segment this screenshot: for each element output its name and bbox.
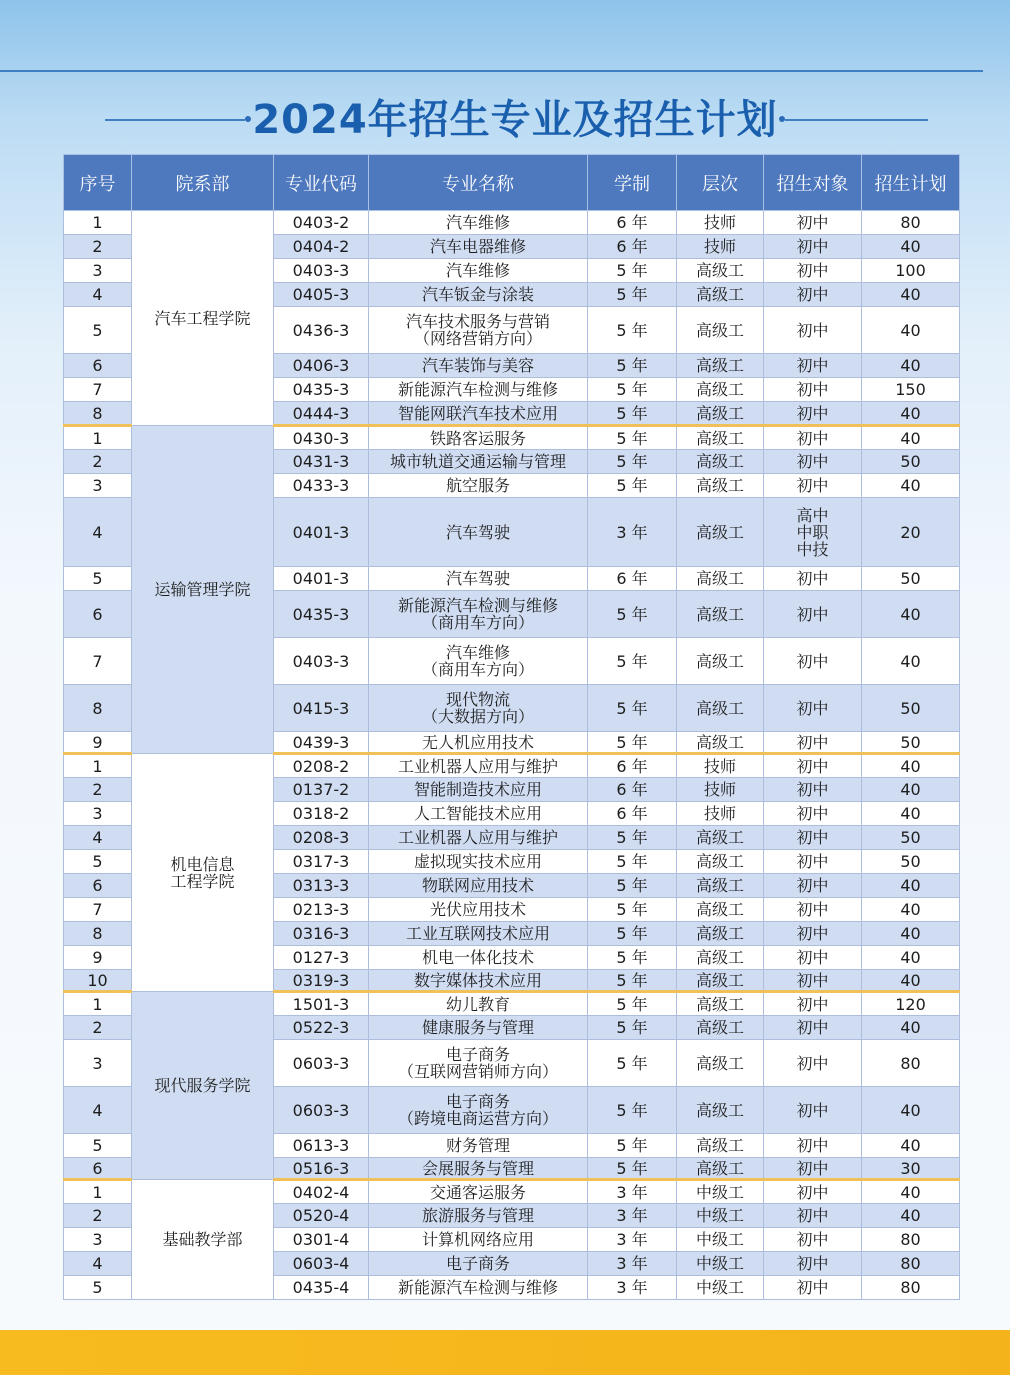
row-number-cell: 3	[64, 259, 132, 283]
level-cell: 高级工	[677, 378, 764, 402]
level-cell: 高级工	[677, 402, 764, 426]
enrollment-plan-cell: 40	[862, 898, 960, 922]
major-name-cell: 铁路客运服务	[369, 426, 588, 450]
duration-cell: 5 年	[588, 474, 677, 498]
header-level: 层次	[677, 155, 764, 211]
target-students-cell: 初中	[764, 946, 862, 970]
page-title: 2024年招生专业及招生计划	[252, 97, 778, 143]
level-cell: 高级工	[677, 1016, 764, 1040]
level-cell: 高级工	[677, 474, 764, 498]
duration-cell: 3 年	[588, 1228, 677, 1252]
row-number-cell: 1	[64, 754, 132, 778]
major-code-cell: 0401-3	[274, 567, 369, 591]
row-number-cell: 3	[64, 802, 132, 826]
row-number-cell: 4	[64, 283, 132, 307]
target-students-cell: 初中	[764, 259, 862, 283]
major-code-cell: 0431-3	[274, 450, 369, 474]
major-code-cell: 0316-3	[274, 922, 369, 946]
level-cell: 高级工	[677, 946, 764, 970]
row-number-cell: 1	[64, 1180, 132, 1204]
row-number-cell: 5	[64, 307, 132, 354]
enrollment-plan-cell: 80	[862, 1228, 960, 1252]
duration-cell: 3 年	[588, 1252, 677, 1276]
row-number-cell: 5	[64, 567, 132, 591]
row-number-cell: 3	[64, 474, 132, 498]
major-name-cell: 电子商务	[369, 1252, 588, 1276]
level-cell: 中级工	[677, 1228, 764, 1252]
target-students-cell: 初中	[764, 970, 862, 992]
enrollment-plan-cell: 50	[862, 732, 960, 754]
row-number-cell: 8	[64, 685, 132, 732]
duration-cell: 5 年	[588, 283, 677, 307]
major-name-cell: 工业互联网技术应用	[369, 922, 588, 946]
duration-cell: 5 年	[588, 1158, 677, 1180]
major-code-cell: 0444-3	[274, 402, 369, 426]
level-cell: 高级工	[677, 498, 764, 567]
major-name-cell: 财务管理	[369, 1134, 588, 1158]
major-code-cell: 0522-3	[274, 1016, 369, 1040]
row-number-cell: 1	[64, 426, 132, 450]
target-students-cell: 初中	[764, 1276, 862, 1300]
duration-cell: 3 年	[588, 1276, 677, 1300]
duration-cell: 5 年	[588, 1087, 677, 1134]
enrollment-plan-cell: 40	[862, 1087, 960, 1134]
target-students-cell: 初中	[764, 1204, 862, 1228]
major-code-cell: 0405-3	[274, 283, 369, 307]
major-code-cell: 0430-3	[274, 426, 369, 450]
enrollment-plan-cell: 40	[862, 874, 960, 898]
header-plan: 招生计划	[862, 155, 960, 211]
level-cell: 技师	[677, 754, 764, 778]
header-major-name: 专业名称	[369, 155, 588, 211]
level-cell: 高级工	[677, 283, 764, 307]
enrollment-plan-cell: 120	[862, 992, 960, 1016]
target-students-cell: 初中	[764, 898, 862, 922]
target-students-cell: 初中	[764, 307, 862, 354]
header-code: 专业代码	[274, 155, 369, 211]
enrollment-plan-cell: 40	[862, 1204, 960, 1228]
major-name-cell: 电子商务 （跨境电商运营方向）	[369, 1087, 588, 1134]
level-cell: 高级工	[677, 1158, 764, 1180]
target-students-cell: 初中	[764, 450, 862, 474]
enrollment-plan-cell: 40	[862, 402, 960, 426]
duration-cell: 5 年	[588, 850, 677, 874]
row-number-cell: 4	[64, 1252, 132, 1276]
duration-cell: 5 年	[588, 992, 677, 1016]
duration-cell: 6 年	[588, 754, 677, 778]
level-cell: 高级工	[677, 1040, 764, 1087]
header-no: 序号	[64, 155, 132, 211]
duration-cell: 3 年	[588, 498, 677, 567]
row-number-cell: 8	[64, 922, 132, 946]
target-students-cell: 初中	[764, 402, 862, 426]
major-name-cell: 光伏应用技术	[369, 898, 588, 922]
major-name-cell: 人工智能技术应用	[369, 802, 588, 826]
target-students-cell: 初中	[764, 567, 862, 591]
target-students-cell: 初中	[764, 1040, 862, 1087]
major-name-cell: 智能网联汽车技术应用	[369, 402, 588, 426]
level-cell: 高级工	[677, 992, 764, 1016]
major-code-cell: 0435-4	[274, 1276, 369, 1300]
row-number-cell: 7	[64, 638, 132, 685]
target-students-cell: 初中	[764, 874, 862, 898]
table-row	[64, 992, 960, 1016]
row-number-cell: 8	[64, 402, 132, 426]
duration-cell: 3 年	[588, 1180, 677, 1204]
target-students-cell: 初中	[764, 1158, 862, 1180]
target-students-cell: 初中	[764, 685, 862, 732]
row-number-cell: 5	[64, 1276, 132, 1300]
major-code-cell: 0213-3	[274, 898, 369, 922]
target-students-cell: 初中	[764, 211, 862, 235]
duration-cell: 5 年	[588, 378, 677, 402]
target-students-cell: 初中	[764, 638, 862, 685]
duration-cell: 6 年	[588, 235, 677, 259]
enrollment-plan-cell: 40	[862, 235, 960, 259]
row-number-cell: 4	[64, 826, 132, 850]
major-name-cell: 健康服务与管理	[369, 1016, 588, 1040]
level-cell: 高级工	[677, 567, 764, 591]
target-students-cell: 初中	[764, 778, 862, 802]
major-code-cell: 0435-3	[274, 378, 369, 402]
level-cell: 高级工	[677, 259, 764, 283]
enrollment-plan-cell: 40	[862, 283, 960, 307]
enrollment-plan-cell: 40	[862, 474, 960, 498]
level-cell: 高级工	[677, 354, 764, 378]
major-code-cell: 0403-3	[274, 259, 369, 283]
top-rule	[0, 70, 983, 72]
major-name-cell: 智能制造技术应用	[369, 778, 588, 802]
enrollment-plan-cell: 100	[862, 259, 960, 283]
major-name-cell: 汽车维修 （商用车方向）	[369, 638, 588, 685]
row-number-cell: 3	[64, 1228, 132, 1252]
major-code-cell: 0406-3	[274, 354, 369, 378]
duration-cell: 5 年	[588, 898, 677, 922]
level-cell: 高级工	[677, 685, 764, 732]
table-row	[64, 211, 960, 235]
row-number-cell: 9	[64, 732, 132, 754]
enrollment-plan-cell: 40	[862, 946, 960, 970]
target-students-cell: 初中	[764, 378, 862, 402]
target-students-cell: 初中	[764, 754, 862, 778]
level-cell: 高级工	[677, 874, 764, 898]
target-students-cell: 初中	[764, 1087, 862, 1134]
enrollment-plan-cell: 40	[862, 307, 960, 354]
duration-cell: 5 年	[588, 922, 677, 946]
enrollment-plan-cell: 40	[862, 591, 960, 638]
level-cell: 高级工	[677, 970, 764, 992]
enrollment-plan-cell: 150	[862, 378, 960, 402]
table-row	[64, 426, 960, 450]
major-name-cell: 汽车驾驶	[369, 567, 588, 591]
level-cell: 高级工	[677, 426, 764, 450]
target-students-cell: 初中	[764, 922, 862, 946]
major-code-cell: 0435-3	[274, 591, 369, 638]
level-cell: 高级工	[677, 898, 764, 922]
row-number-cell: 2	[64, 1204, 132, 1228]
duration-cell: 5 年	[588, 307, 677, 354]
row-number-cell: 2	[64, 778, 132, 802]
major-code-cell: 0436-3	[274, 307, 369, 354]
level-cell: 高级工	[677, 1087, 764, 1134]
level-cell: 中级工	[677, 1276, 764, 1300]
target-students-cell: 初中	[764, 850, 862, 874]
major-name-cell: 工业机器人应用与维护	[369, 754, 588, 778]
major-code-cell: 0415-3	[274, 685, 369, 732]
major-name-cell: 航空服务	[369, 474, 588, 498]
level-cell: 高级工	[677, 591, 764, 638]
target-students-cell: 初中	[764, 235, 862, 259]
duration-cell: 5 年	[588, 426, 677, 450]
target-students-cell: 初中	[764, 591, 862, 638]
row-number-cell: 7	[64, 898, 132, 922]
major-name-cell: 现代物流 （大数据方向）	[369, 685, 588, 732]
duration-cell: 5 年	[588, 402, 677, 426]
target-students-cell: 初中	[764, 1134, 862, 1158]
department-cell: 汽车工程学院	[132, 211, 274, 426]
level-cell: 技师	[677, 211, 764, 235]
level-cell: 高级工	[677, 922, 764, 946]
target-students-cell: 初中	[764, 992, 862, 1016]
duration-cell: 6 年	[588, 778, 677, 802]
major-name-cell: 汽车维修	[369, 211, 588, 235]
major-code-cell: 0603-3	[274, 1087, 369, 1134]
target-students-cell: 初中	[764, 1180, 862, 1204]
major-name-cell: 新能源汽车检测与维修	[369, 378, 588, 402]
level-cell: 技师	[677, 802, 764, 826]
major-code-cell: 0433-3	[274, 474, 369, 498]
major-code-cell: 0127-3	[274, 946, 369, 970]
major-name-cell: 旅游服务与管理	[369, 1204, 588, 1228]
major-code-cell: 0208-3	[274, 826, 369, 850]
target-students-cell: 初中	[764, 283, 862, 307]
target-students-cell: 初中	[764, 802, 862, 826]
enrollment-plan-cell: 50	[862, 567, 960, 591]
duration-cell: 5 年	[588, 874, 677, 898]
major-code-cell: 0439-3	[274, 732, 369, 754]
duration-cell: 5 年	[588, 591, 677, 638]
department-cell: 运输管理学院	[132, 426, 274, 754]
major-code-cell: 0137-2	[274, 778, 369, 802]
level-cell: 高级工	[677, 307, 764, 354]
enrollment-plan-cell: 50	[862, 685, 960, 732]
major-name-cell: 汽车装饰与美容	[369, 354, 588, 378]
enrollment-plan-cell: 80	[862, 211, 960, 235]
title-rule-right	[785, 119, 928, 121]
major-code-cell: 0301-4	[274, 1228, 369, 1252]
level-cell: 技师	[677, 235, 764, 259]
level-cell: 技师	[677, 778, 764, 802]
table-row	[64, 754, 960, 778]
level-cell: 中级工	[677, 1180, 764, 1204]
enrollment-plan-cell: 40	[862, 638, 960, 685]
enrollment-plan-cell: 40	[862, 426, 960, 450]
major-name-cell: 汽车维修	[369, 259, 588, 283]
row-number-cell: 4	[64, 1087, 132, 1134]
level-cell: 高级工	[677, 826, 764, 850]
duration-cell: 6 年	[588, 802, 677, 826]
level-cell: 高级工	[677, 850, 764, 874]
enrollment-plan-cell: 80	[862, 1252, 960, 1276]
major-name-cell: 会展服务与管理	[369, 1158, 588, 1180]
duration-cell: 5 年	[588, 826, 677, 850]
department-cell: 现代服务学院	[132, 992, 274, 1180]
enrollment-plan-cell: 40	[862, 922, 960, 946]
row-number-cell: 2	[64, 1016, 132, 1040]
duration-cell: 5 年	[588, 732, 677, 754]
enrollment-plan-cell: 40	[862, 354, 960, 378]
major-code-cell: 0401-3	[274, 498, 369, 567]
duration-cell: 5 年	[588, 1016, 677, 1040]
enrollment-table-container	[63, 154, 959, 1300]
title-banner	[0, 92, 1010, 148]
major-name-cell: 计算机网络应用	[369, 1228, 588, 1252]
row-number-cell: 6	[64, 591, 132, 638]
major-name-cell: 幼儿教育	[369, 992, 588, 1016]
major-code-cell: 0603-3	[274, 1040, 369, 1087]
major-name-cell: 物联网应用技术	[369, 874, 588, 898]
department-cell: 基础教学部	[132, 1180, 274, 1300]
major-code-cell: 0404-2	[274, 235, 369, 259]
enrollment-plan-cell: 40	[862, 970, 960, 992]
row-number-cell: 2	[64, 450, 132, 474]
level-cell: 中级工	[677, 1204, 764, 1228]
table-header-row	[64, 155, 960, 211]
row-number-cell: 5	[64, 850, 132, 874]
major-code-cell: 1501-3	[274, 992, 369, 1016]
major-code-cell: 0403-3	[274, 638, 369, 685]
major-code-cell: 0402-4	[274, 1180, 369, 1204]
major-name-cell: 汽车钣金与涂装	[369, 283, 588, 307]
major-code-cell: 0603-4	[274, 1252, 369, 1276]
level-cell: 高级工	[677, 1134, 764, 1158]
major-code-cell: 0313-3	[274, 874, 369, 898]
row-number-cell: 4	[64, 498, 132, 567]
duration-cell: 5 年	[588, 1134, 677, 1158]
major-name-cell: 工业机器人应用与维护	[369, 826, 588, 850]
level-cell: 高级工	[677, 450, 764, 474]
major-code-cell: 0318-2	[274, 802, 369, 826]
major-code-cell: 0317-3	[274, 850, 369, 874]
level-cell: 高级工	[677, 732, 764, 754]
row-number-cell: 5	[64, 1134, 132, 1158]
table-row	[64, 1180, 960, 1204]
major-code-cell: 0319-3	[274, 970, 369, 992]
major-name-cell: 无人机应用技术	[369, 732, 588, 754]
major-code-cell: 0613-3	[274, 1134, 369, 1158]
target-students-cell: 初中	[764, 826, 862, 850]
enrollment-plan-cell: 40	[862, 778, 960, 802]
department-cell: 机电信息 工程学院	[132, 754, 274, 992]
row-number-cell: 3	[64, 1040, 132, 1087]
duration-cell: 3 年	[588, 1204, 677, 1228]
row-number-cell: 9	[64, 946, 132, 970]
title-rule-left	[105, 119, 245, 121]
major-name-cell: 城市轨道交通运输与管理	[369, 450, 588, 474]
duration-cell: 5 年	[588, 946, 677, 970]
duration-cell: 5 年	[588, 259, 677, 283]
row-number-cell: 6	[64, 874, 132, 898]
target-students-cell: 初中	[764, 1016, 862, 1040]
major-name-cell: 数字媒体技术应用	[369, 970, 588, 992]
target-students-cell: 初中	[764, 426, 862, 450]
target-students-cell: 初中	[764, 732, 862, 754]
major-name-cell: 虚拟现实技术应用	[369, 850, 588, 874]
duration-cell: 5 年	[588, 354, 677, 378]
major-name-cell: 电子商务 （互联网营销师方向）	[369, 1040, 588, 1087]
target-students-cell: 初中	[764, 1252, 862, 1276]
target-students-cell: 初中	[764, 354, 862, 378]
duration-cell: 5 年	[588, 450, 677, 474]
duration-cell: 5 年	[588, 685, 677, 732]
major-name-cell: 机电一体化技术	[369, 946, 588, 970]
enrollment-plan-cell: 30	[862, 1158, 960, 1180]
enrollment-plan-cell: 40	[862, 1180, 960, 1204]
major-name-cell: 交通客运服务	[369, 1180, 588, 1204]
enrollment-plan-cell: 80	[862, 1040, 960, 1087]
major-code-cell: 0516-3	[274, 1158, 369, 1180]
major-code-cell: 0208-2	[274, 754, 369, 778]
row-number-cell: 7	[64, 378, 132, 402]
major-name-cell: 汽车技术服务与营销 （网络营销方向）	[369, 307, 588, 354]
target-students-cell: 高中 中职 中技	[764, 498, 862, 567]
enrollment-plan-cell: 50	[862, 826, 960, 850]
duration-cell: 5 年	[588, 638, 677, 685]
enrollment-table	[63, 154, 960, 1300]
enrollment-plan-cell: 20	[862, 498, 960, 567]
enrollment-plan-cell: 40	[862, 1016, 960, 1040]
row-number-cell: 1	[64, 992, 132, 1016]
major-name-cell: 新能源汽车检测与维修 （商用车方向）	[369, 591, 588, 638]
enrollment-plan-cell: 80	[862, 1276, 960, 1300]
row-number-cell: 1	[64, 211, 132, 235]
row-number-cell: 2	[64, 235, 132, 259]
enrollment-plan-cell: 40	[862, 802, 960, 826]
major-code-cell: 0520-4	[274, 1204, 369, 1228]
duration-cell: 5 年	[588, 1040, 677, 1087]
header-dept: 院系部	[132, 155, 274, 211]
major-name-cell: 汽车驾驶	[369, 498, 588, 567]
row-number-cell: 6	[64, 1158, 132, 1180]
enrollment-plan-cell: 50	[862, 850, 960, 874]
enrollment-plan-cell: 50	[862, 450, 960, 474]
header-target: 招生对象	[764, 155, 862, 211]
row-number-cell: 6	[64, 354, 132, 378]
duration-cell: 5 年	[588, 970, 677, 992]
major-code-cell: 0403-2	[274, 211, 369, 235]
duration-cell: 6 年	[588, 567, 677, 591]
enrollment-plan-cell: 40	[862, 1134, 960, 1158]
enrollment-plan-cell: 40	[862, 754, 960, 778]
major-name-cell: 新能源汽车检测与维修	[369, 1276, 588, 1300]
target-students-cell: 初中	[764, 1228, 862, 1252]
level-cell: 高级工	[677, 638, 764, 685]
target-students-cell: 初中	[764, 474, 862, 498]
row-number-cell: 10	[64, 970, 132, 992]
footer-bar	[0, 1330, 1010, 1375]
header-years: 学制	[588, 155, 677, 211]
table-body	[64, 211, 960, 1300]
level-cell: 中级工	[677, 1252, 764, 1276]
duration-cell: 6 年	[588, 211, 677, 235]
major-name-cell: 汽车电器维修	[369, 235, 588, 259]
